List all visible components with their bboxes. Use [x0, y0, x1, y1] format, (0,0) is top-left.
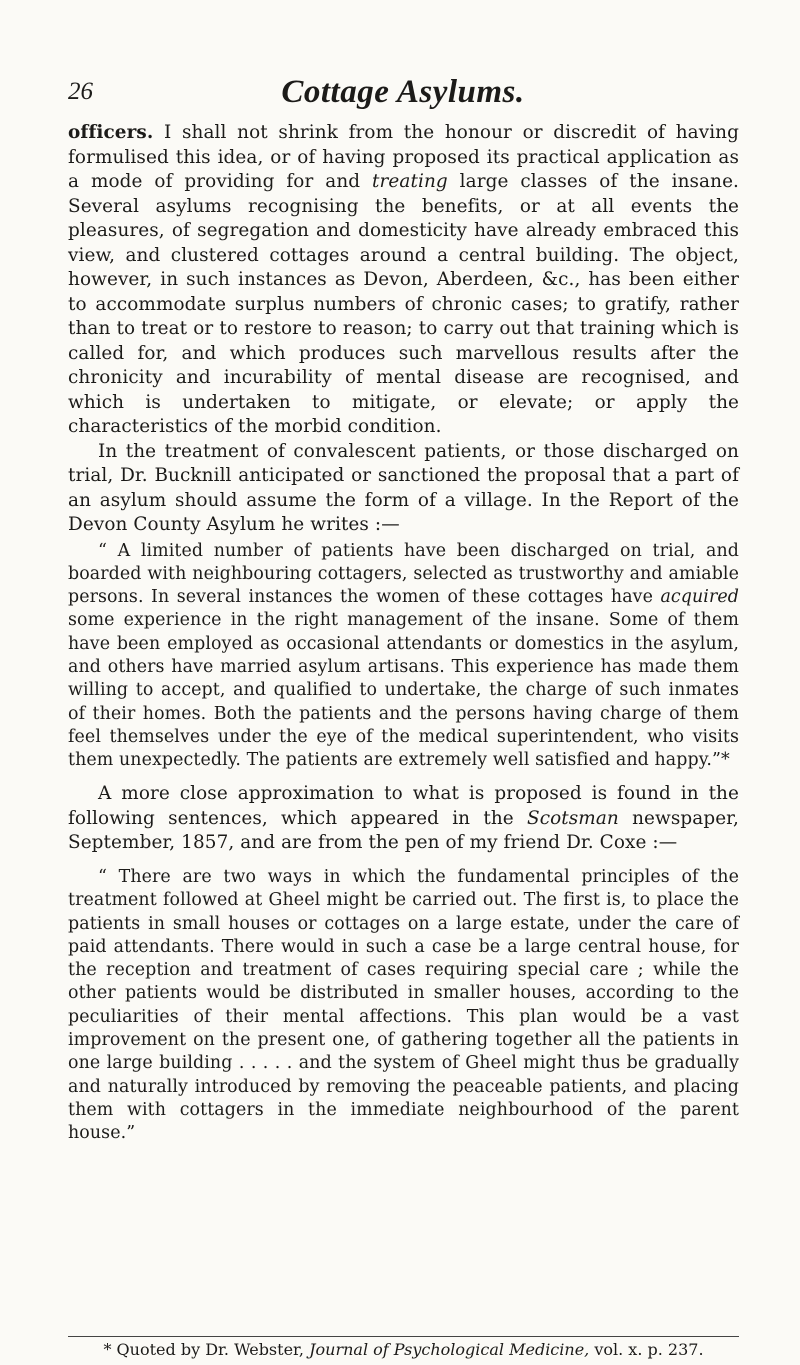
block-quote-1: [68, 540, 739, 773]
paragraph-3-text-a: A more close approximation to what is proposed is found in the following sentences, which appeared in the: [68, 783, 739, 829]
body-text: [68, 121, 739, 1146]
quote-1-text-b: some experience in the right management of the insane. Some of them have been employed as occasional attendants or domestics in the asylum, and others have married asylum artisans. This experience has made them willing to accept, and qualified to undertake, the charge of such inmates of their homes. Both the patients and the persons having charge of them feel themselves under the eye of the medical superintendent, who visits them unexpectedly. The patients are extremely well satisfied and happy.”*: [68, 610, 739, 771]
quote-1-emphasis: acquired: [660, 587, 739, 608]
block-quote-2: [68, 866, 739, 1146]
paragraph-1: [68, 121, 739, 440]
quote-1-text: [68, 540, 739, 773]
paragraph-1-text-a: I shall not shrink from the honour or discredit of having formulised this idea, or of having proposed its practical application as a mode of providing for and: [68, 122, 739, 192]
paragraph-2: In the treatment of convalescent patients, or those discharged on trial, Dr. Bucknill anticipated or sanctioned the proposal that a part of an asylum should assume the form of a village. In the Report of the Devon County Asylum he writes :—: [68, 440, 739, 535]
quote-2-text: “ There are two ways in which the fundamental principles of the treatment followed at Gheel might be carried out. The first is, to place the patients in small houses or cottages on a large estate, under the care of paid attendants. There would in such a case be a large central house, for the reception and treatment of cases requiring special care ; while the other patients would be distributed in smaller houses, according to the peculiarities of their mental affections. This plan would be a vast improvement on the present one, of gathering together all the patients in one large building . . . . . and the system of Gheel might thus be gradually and naturally introduced by removing the peaceable patients, and placing them with cottagers in the immediate neighbourhood of the parent house.”: [68, 866, 739, 1144]
footnote-text-a: * Quoted by Dr. Webster,: [103, 1340, 310, 1359]
page-number: 26: [68, 78, 93, 105]
quote-1-text-a: “ A limited number of patients have been discharged on trial, and boarded with neighbouring cottagers, selected as trustworthy and amiable persons. In several instances the women of these cottages have: [68, 540, 739, 608]
page-header: [68, 74, 738, 114]
paragraph-1-lead: officers.: [68, 122, 154, 143]
footnote: [68, 1340, 739, 1360]
footnote-text-b: vol. x. p. 237.: [589, 1340, 704, 1359]
paragraph-3-emphasis: Scotsman: [527, 807, 619, 829]
paragraph-1-emphasis: treating: [372, 171, 448, 192]
footnote-divider: [68, 1336, 739, 1337]
footnote-journal-title: Journal of Psychological Medicine,: [309, 1340, 590, 1359]
paragraph-3-text-b: newspaper, September, 1857, and are from the pen of my friend Dr. Coxe :—: [68, 807, 739, 854]
running-title: Cottage Asylums.: [281, 74, 525, 110]
paragraph-3: [68, 782, 739, 856]
paragraph-1-text-b: large classes of the insane. Several asylums recognising the benefits, or at all events the pleasures, of segregation and domesticity have already embraced this view, and clustered cottages around a central building. The object, however, in such instances as Devon, Aberdeen, &c., has been either to accommodate surplus numbers of chronic cases; to gratify, rather than to treat or to restore to reason; to carry out that training which is called for, and which produces such marvellous results after the chronicity and incurability of mental disease are recognised, and which is undertaken to mitigate, or elevate; or apply the characteristics of the morbid condition.: [68, 171, 739, 437]
